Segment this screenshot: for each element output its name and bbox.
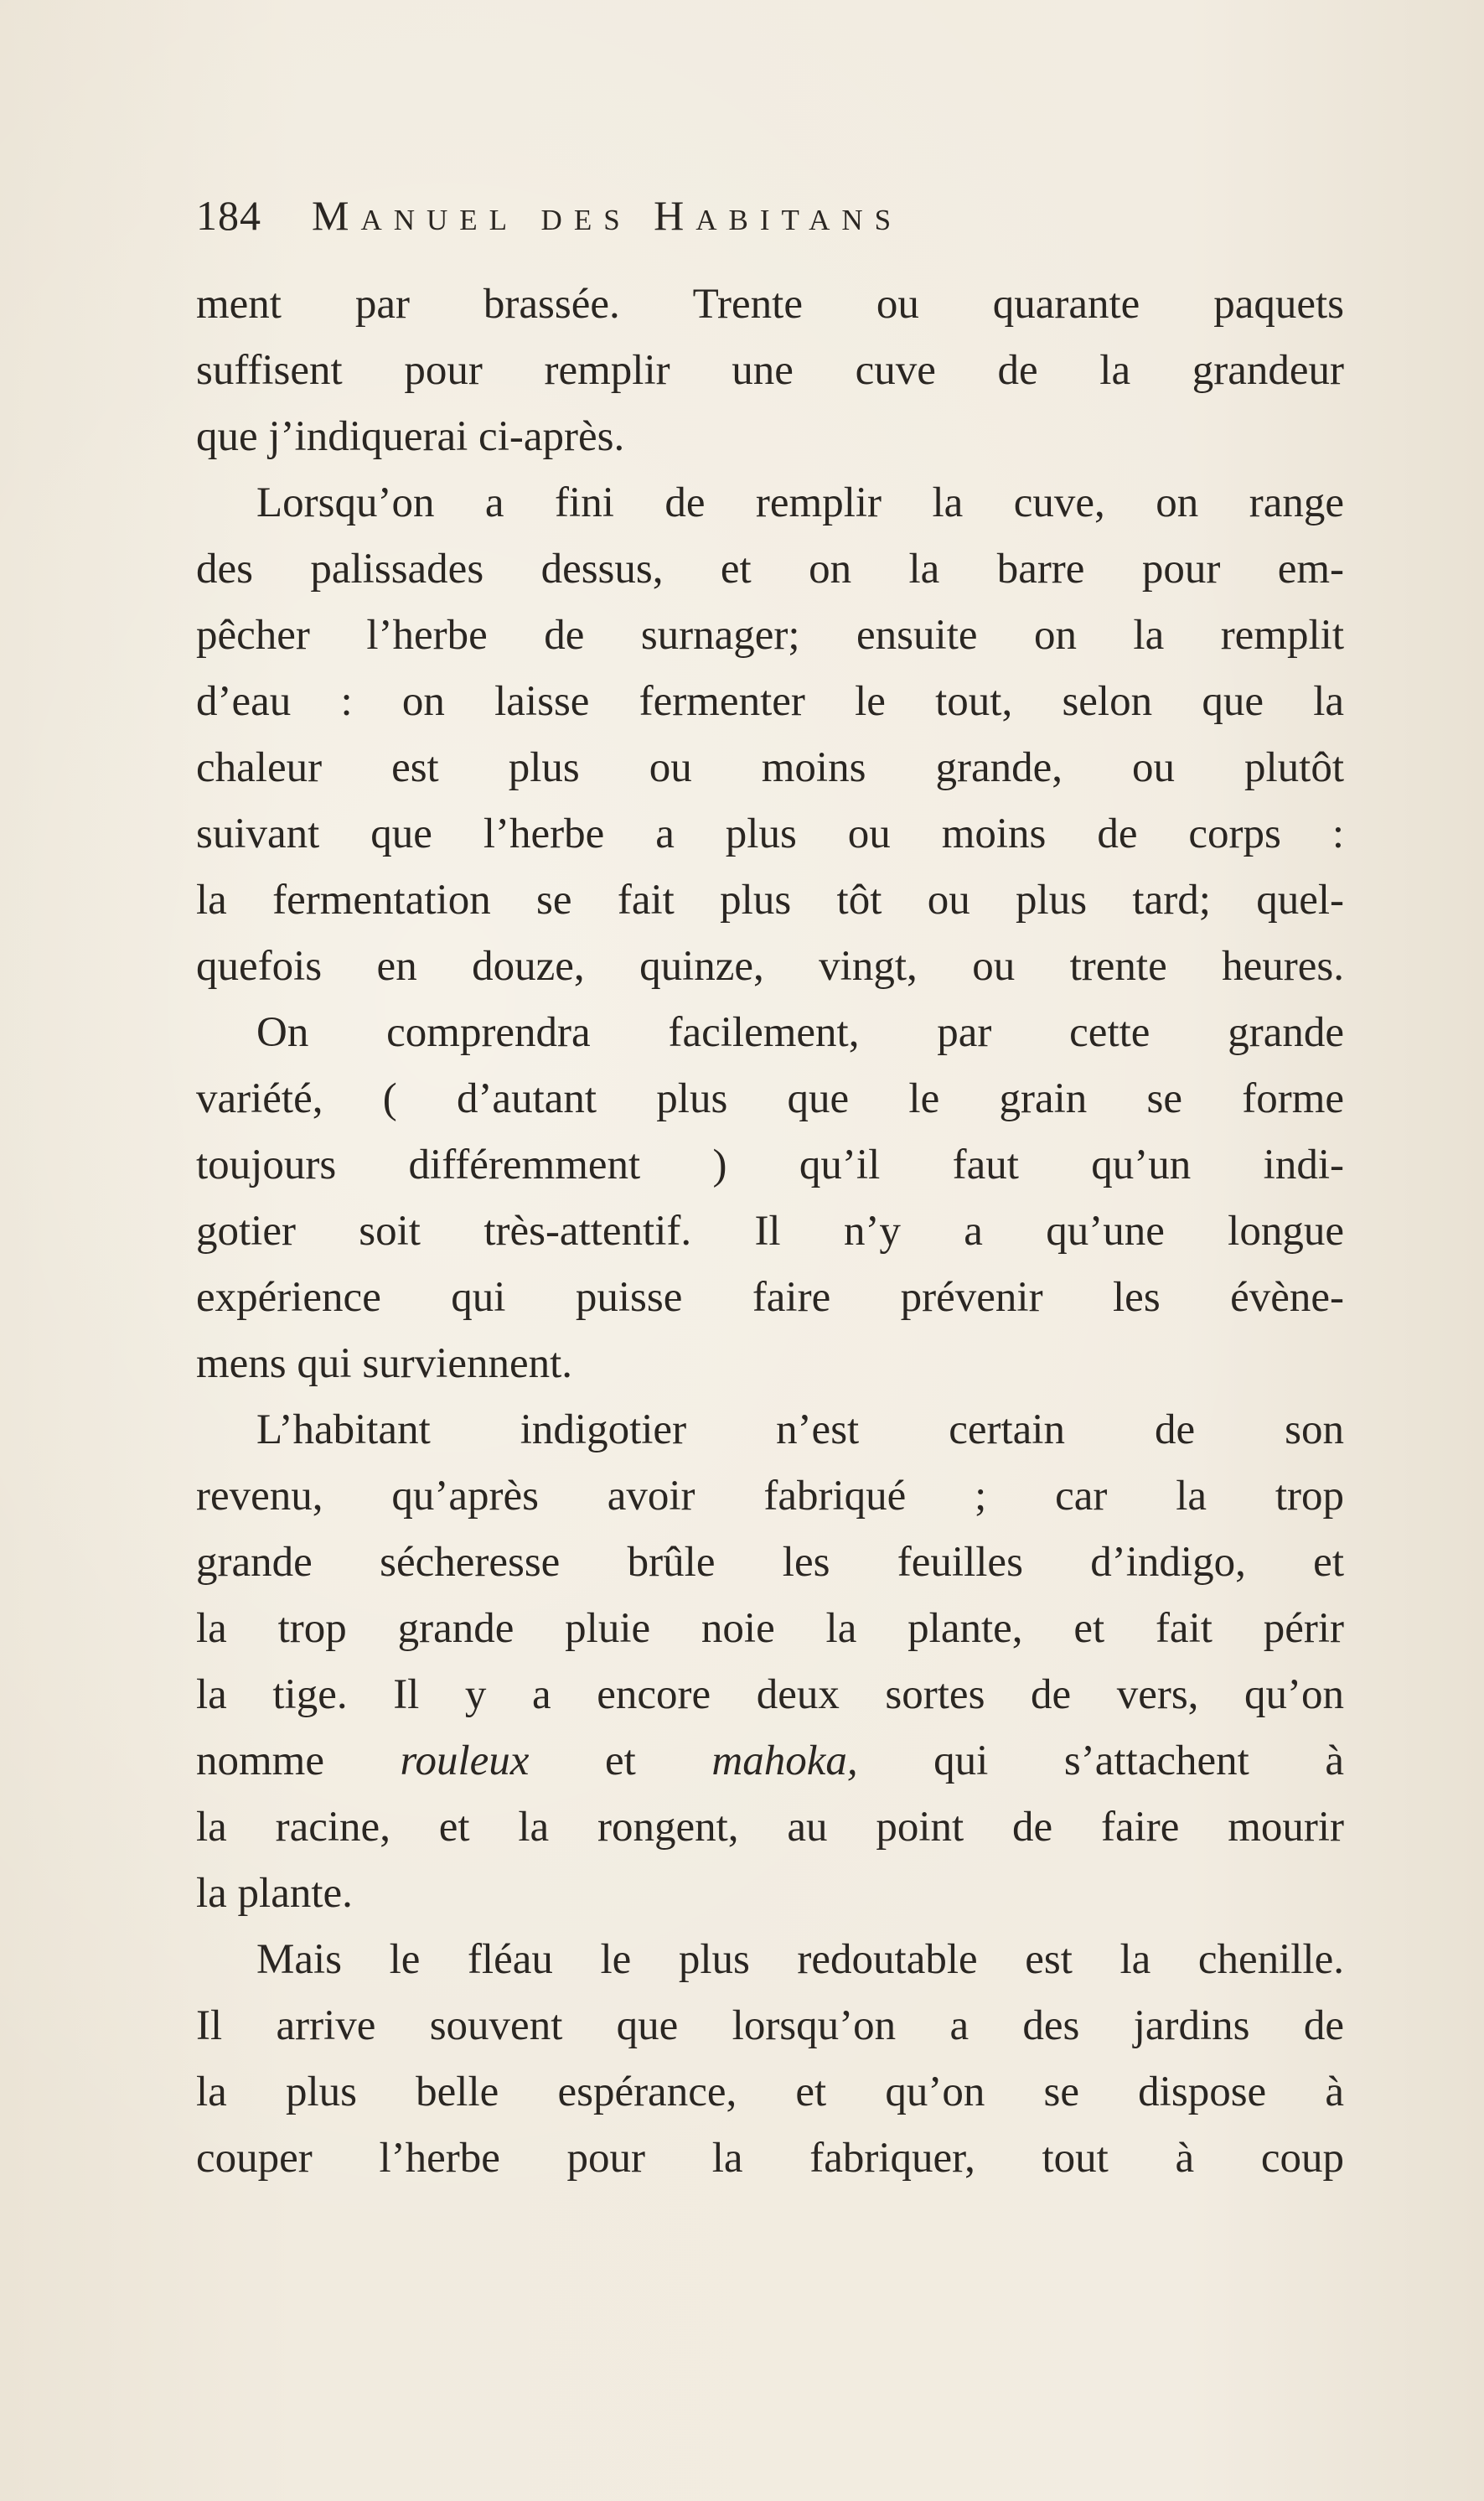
text-line: la plante. (196, 1870, 353, 1917)
text-line: couper l’herbe pour la fabriquer, tout à coup (196, 2135, 1344, 2182)
paragraph-first-line: On comprendra facilement, par cette grande (256, 1009, 1344, 1056)
text-line: des palissades dessus, et on la barre pour em- (196, 546, 1344, 593)
text-line: la trop grande pluie noie la plante, et fait périr (196, 1605, 1344, 1652)
running-title: Manuel des Habitans (312, 192, 903, 239)
page-number: 184 (196, 192, 261, 239)
italic-term-mahoka: mahoka, (711, 1737, 858, 1784)
text-line: que j’indiquerai ci-après. (196, 413, 625, 460)
text-line: Il arrive souvent que lorsqu’on a des jardins de (196, 2002, 1344, 2049)
page-header (196, 191, 1369, 258)
paragraph-first-line: Lorsqu’on a fini de remplir la cuve, on range (256, 479, 1344, 526)
body-text (196, 272, 1344, 2192)
text-line: variété, ( d’autant plus que le grain se forme (196, 1075, 1344, 1122)
text-line: revenu, qu’après avoir fabriqué ; car la trop (196, 1473, 1344, 1520)
text-line: la racine, et la rongent, au point de faire mourir (196, 1804, 1344, 1851)
text-fragment: et (529, 1737, 712, 1784)
text-line: toujours différemment ) qu’il faut qu’un indi- (196, 1142, 1344, 1188)
italic-term-rouleux: rouleux (400, 1737, 530, 1784)
text-line: d’eau : on laisse fermenter le tout, selon que la (196, 678, 1344, 725)
text-line: grande sécheresse brûle les feuilles d’indigo, et (196, 1539, 1344, 1586)
paragraph-first-line: Mais le fléau le plus redoutable est la chenille. (256, 1936, 1344, 1983)
text-line: ment par brassée. Trente ou quarante paquets (196, 281, 1344, 328)
text-line: la tige. Il y a encore deux sortes de vers, qu’on (196, 1671, 1344, 1718)
paragraph-first-line: L’habitant indigotier n’est certain de son (256, 1406, 1344, 1453)
text-line-with-italics (196, 1728, 1344, 1794)
text-line: suffisent pour remplir une cuve de la grandeur (196, 347, 1344, 394)
text-line: suivant que l’herbe a plus ou moins de corps : (196, 810, 1344, 857)
text-line: expérience qui puisse faire prévenir les évène- (196, 1274, 1344, 1321)
text-line: pêcher l’herbe de surnager; ensuite on la remplit (196, 612, 1344, 659)
text-line: chaleur est plus ou moins grande, ou plutôt (196, 744, 1344, 791)
text-line: la plus belle espérance, et qu’on se dispose à (196, 2069, 1344, 2115)
text-fragment: nomme (196, 1737, 401, 1784)
text-fragment: qui s’attachent à (857, 1737, 1344, 1784)
text-line: quefois en douze, quinze, vingt, ou trente heures. (196, 943, 1344, 990)
text-line: la fermentation se fait plus tôt ou plus tard; quel- (196, 877, 1344, 924)
text-line: gotier soit très-attentif. Il n’y a qu’une longue (196, 1208, 1344, 1255)
text-line: mens qui surviennent. (196, 1340, 573, 1387)
